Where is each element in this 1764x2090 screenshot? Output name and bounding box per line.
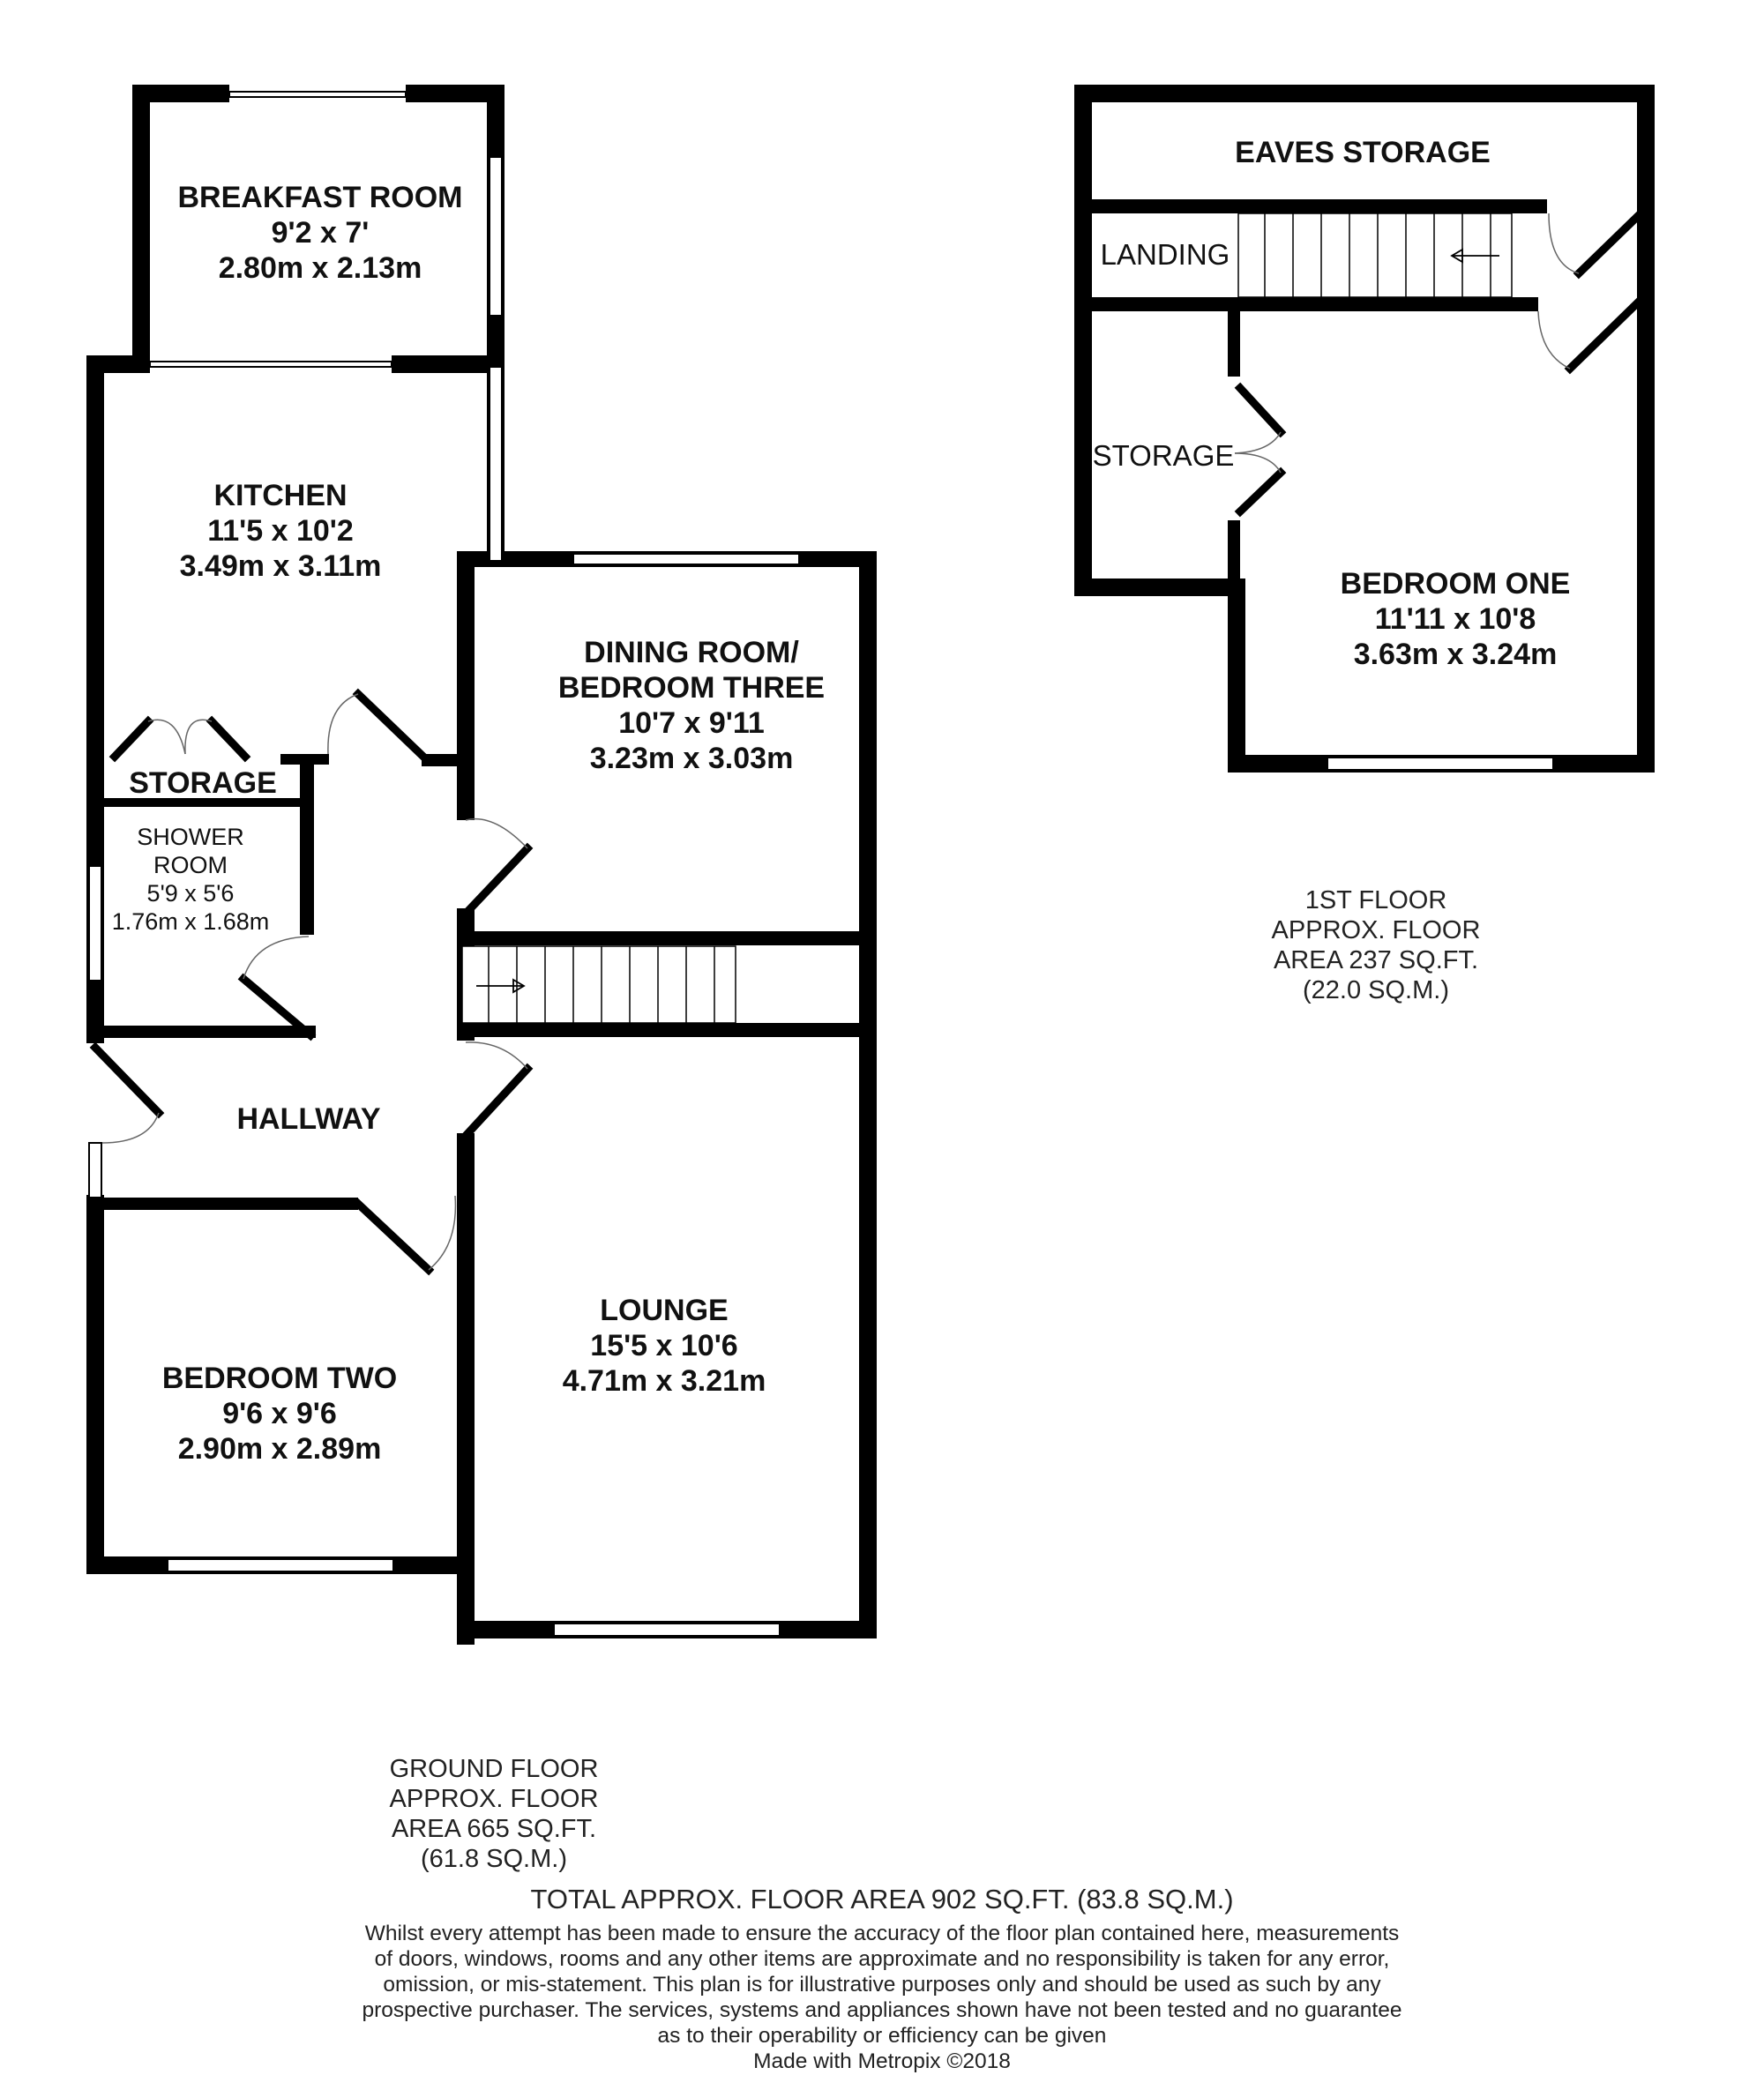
door — [115, 721, 148, 757]
disclaimer — [353, 1921, 1411, 2074]
room-dimensions-metric: 1.76m x 1.68m — [111, 908, 270, 935]
room-label-dining-room — [515, 635, 868, 776]
door-swing-arc — [243, 937, 309, 979]
room-dimensions-imperial: 11'11 x 10'8 — [1374, 602, 1536, 636]
room-name: BREAKFAST ROOM — [177, 181, 463, 214]
wall — [86, 1195, 104, 1574]
door — [95, 1048, 159, 1113]
door-swing-arc — [328, 694, 358, 754]
wall — [422, 754, 475, 766]
wall — [1637, 85, 1655, 773]
wall — [1074, 578, 1233, 596]
door — [358, 1204, 429, 1270]
room-name-line2: BEDROOM THREE — [557, 671, 826, 705]
metropix-credit: Made with Metropix ©2018 — [753, 2049, 1011, 2073]
ground-floor-caption-line: APPROX. FLOOR — [389, 1785, 599, 1813]
room-name: KITCHEN — [213, 479, 348, 512]
door-swing-arc — [466, 819, 527, 848]
room-label-eaves-storage — [1186, 135, 1539, 170]
ground-floor-area-caption — [318, 1754, 670, 1874]
room-dimensions-metric: 4.71m x 3.21m — [562, 1364, 766, 1398]
door — [1570, 303, 1637, 369]
door — [212, 721, 245, 757]
first-floor-area-caption — [1200, 885, 1552, 1005]
wall — [132, 85, 229, 102]
window — [168, 1559, 393, 1571]
door — [358, 694, 423, 757]
disclaimer-line: of doors, windows, rooms and any other items are approximate and no responsibility is taken for any error, — [374, 1947, 1390, 1971]
door-swing-arc — [1235, 453, 1281, 473]
wall — [1083, 297, 1538, 311]
room-dimensions-imperial: 9'6 x 9'6 — [222, 1397, 337, 1430]
wall — [1228, 520, 1240, 591]
room-name: HALLWAY — [236, 1102, 381, 1136]
wall — [457, 931, 877, 945]
door-swing-arc — [1235, 432, 1281, 453]
disclaimer-line: prospective purchaser. The services, systems and appliances shown have not been tested and no guarantee — [362, 1998, 1402, 2022]
disclaimer-line: omission, or mis-statement. This plan is for illustrative purposes only and should be used as such by any — [383, 1973, 1381, 1997]
window — [1327, 758, 1553, 770]
room-label-lounge — [488, 1293, 841, 1399]
wall — [1074, 85, 1092, 596]
first-floor-caption-line: 1ST FLOOR — [1304, 886, 1447, 914]
wall — [95, 1198, 358, 1210]
wall — [457, 1023, 877, 1037]
door — [1579, 217, 1637, 273]
total-floor-area-text: TOTAL APPROX. FLOOR AREA 902 SQ.FT. (83.8 SQ.M.) — [530, 1884, 1234, 1915]
room-label-bedroom-two — [103, 1361, 456, 1467]
window — [573, 554, 799, 564]
door-swing-arc — [1549, 213, 1579, 273]
room-name: LOUNGE — [600, 1294, 729, 1327]
room-name: EAVES STORAGE — [1235, 136, 1491, 169]
room-name: LANDING — [1100, 238, 1230, 271]
room-name: STORAGE — [129, 766, 277, 800]
first-floor-caption-line: (22.0 SQ.M.) — [1303, 976, 1449, 1004]
ground-floor-caption-line: GROUND FLOOR — [389, 1755, 599, 1783]
room-name-line1: DINING ROOM/ — [584, 636, 799, 669]
room-dimensions-metric: 3.23m x 3.03m — [589, 742, 794, 775]
ground-staircase — [462, 946, 736, 1023]
room-label-shower-room — [97, 823, 284, 936]
door-swing-arc — [1538, 311, 1570, 369]
first-floor-staircase — [1238, 213, 1512, 297]
disclaimer-line: as to their operability or efficiency can be given — [657, 2024, 1107, 2048]
first-floor-caption-line: AREA 237 SQ.FT. — [1273, 946, 1479, 974]
room-name-line2: ROOM — [153, 852, 228, 878]
window — [229, 92, 406, 97]
room-label-storage-ground — [97, 765, 309, 801]
first-floor-caption-line: APPROX. FLOOR — [1271, 916, 1481, 944]
room-name: BEDROOM ONE — [1340, 567, 1571, 601]
window — [554, 1623, 780, 1636]
disclaimer-line: Whilst every attempt has been made to ensure the accuracy of the floor plan contained here, measurements — [364, 1922, 1400, 1945]
room-dimensions-metric: 3.49m x 3.11m — [179, 549, 382, 583]
door-swing-arc — [185, 720, 212, 754]
ground-floor-caption-line: (61.8 SQ.M.) — [421, 1845, 567, 1873]
door-swing-arc — [148, 720, 185, 754]
window — [89, 1143, 101, 1198]
room-label-hallway — [168, 1101, 450, 1137]
wall — [95, 1026, 316, 1038]
room-dimensions-imperial: 9'2 x 7' — [271, 216, 370, 250]
room-dimensions-metric: 2.80m x 2.13m — [218, 251, 422, 285]
room-name: BEDROOM TWO — [161, 1362, 398, 1395]
room-name: STORAGE — [1092, 439, 1235, 472]
total-floor-area — [441, 1884, 1323, 1915]
room-label-storage-first — [1090, 439, 1237, 473]
wall — [1228, 297, 1240, 377]
room-dimensions-metric: 3.63m x 3.24m — [1353, 638, 1558, 671]
stair-tread — [462, 946, 736, 1023]
door — [1240, 388, 1281, 432]
door-swing-arc — [429, 1196, 455, 1270]
room-dimensions-metric: 2.90m x 2.89m — [177, 1432, 382, 1466]
wall — [1074, 85, 1655, 102]
ground-floor-caption-line: AREA 665 SQ.FT. — [391, 1815, 597, 1843]
door-swing-arc — [466, 1042, 527, 1069]
room-dimensions-imperial: 5'9 x 5'6 — [146, 880, 235, 907]
room-label-landing — [1092, 238, 1238, 272]
window — [150, 362, 392, 367]
room-label-kitchen — [104, 478, 457, 584]
door — [464, 848, 527, 915]
door — [464, 1069, 527, 1138]
wall — [457, 551, 475, 820]
room-name-line1: SHOWER — [137, 824, 244, 850]
door-swing-arc — [102, 1113, 159, 1143]
window — [490, 367, 502, 561]
wall — [1228, 578, 1245, 773]
wall — [1083, 199, 1547, 213]
room-dimensions-imperial: 10'7 x 9'11 — [618, 706, 765, 740]
room-dimensions-imperial: 11'5 x 10'2 — [207, 514, 354, 548]
room-label-bedroom-one — [1279, 566, 1632, 672]
room-label-breakfast-room — [144, 180, 497, 286]
door — [1240, 473, 1281, 511]
room-dimensions-imperial: 15'5 x 10'6 — [590, 1329, 738, 1362]
